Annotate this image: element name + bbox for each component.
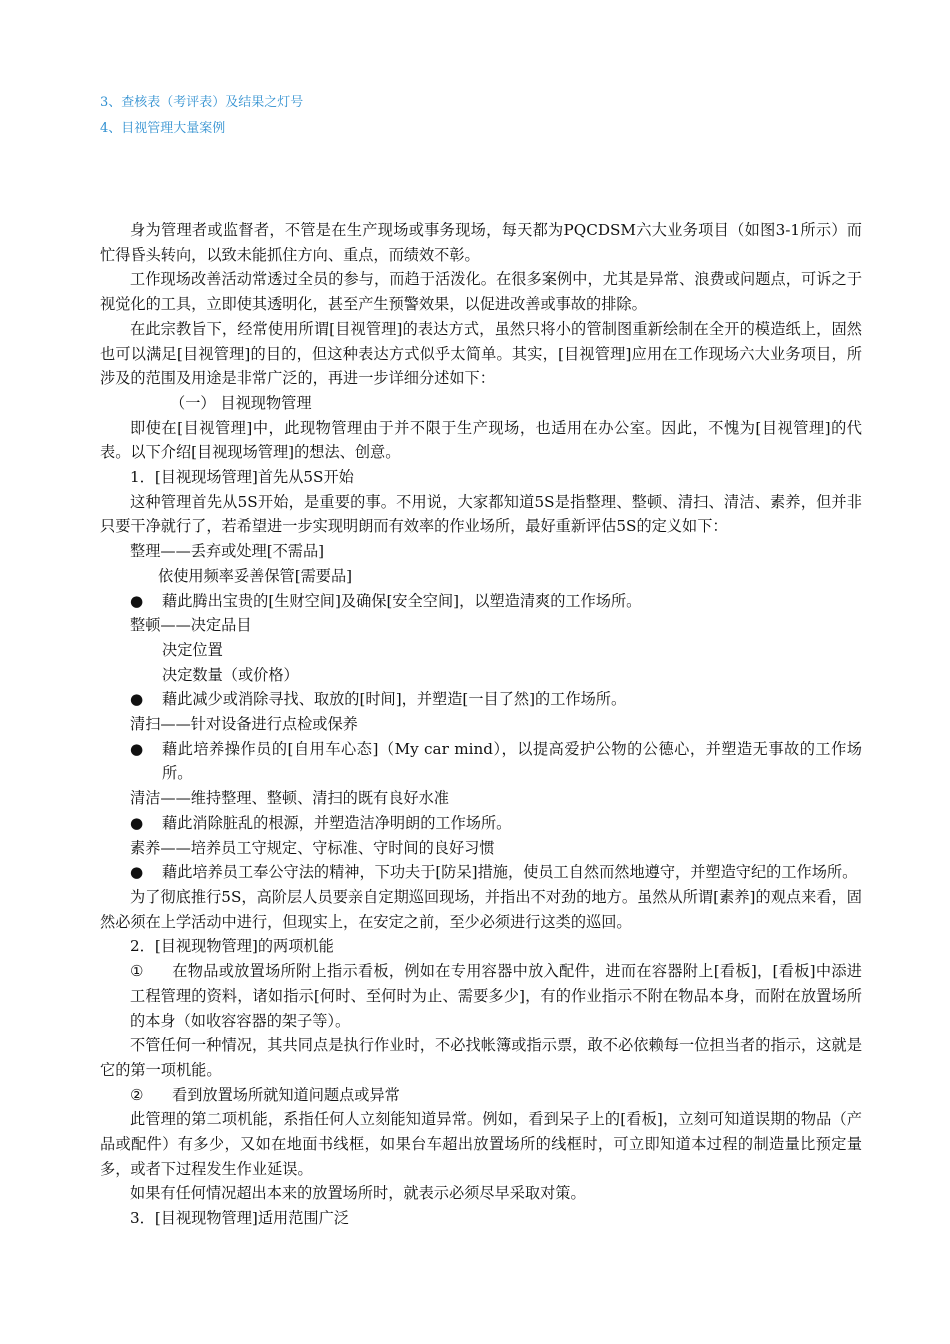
bullet-item — [100, 860, 862, 885]
definition-line: 整顿——决定品目 — [130, 616, 252, 635]
toc-item-3[interactable]: 3、查核表（考评表）及结果之灯号 — [100, 95, 304, 110]
definition-line: 决定数量（或价格） — [162, 665, 299, 684]
bullet-text: 藉此腾出宝贵的[生财空间]及确保[安全空间]，以塑造清爽的工作场所。 — [162, 591, 642, 610]
bullet-icon: ● — [130, 863, 144, 882]
document-body — [100, 218, 862, 1231]
section-heading: （一） 目视现物管理 — [170, 393, 312, 412]
numbered-item-text: 看到放置场所就知道问题点或异常 — [172, 1085, 400, 1104]
bullet-icon: ● — [130, 591, 144, 610]
bullet-item — [100, 687, 862, 712]
definition-line: 依使用频率妥善保管[需要品] — [158, 566, 353, 585]
bullet-item — [100, 811, 862, 836]
paragraph: 在此宗教旨下，经常使用所谓[目视管理]的表达方式，虽然只将小的管制图重新绘制在全开的模造纸上，固然也可以满足[目视管理]的目的，但这种表达方式似乎太简单。其实，[目视管理]应用在工作现场六大业务项目，所涉及的范围及用途是非常广泛的，再进一步详细分述如下： — [100, 319, 862, 388]
bullet-text: 藉此减少或消除寻找、取放的[时间]，并塑造[一目了然]的工作场所。 — [162, 690, 627, 709]
bullet-item — [100, 737, 862, 786]
paragraph: 这种管理首先从5S开始，是重要的事。不用说，大家都知道5S是指整理、整顿、清扫、清洁、素养，但并非只要干净就行了，若希望进一步实现明朗而有效率的作业场所，最好重新评估5S的定义如下： — [100, 492, 862, 536]
bullet-text: 藉此培养操作员的[自用车心态]（My car mind），以提高爱护公物的公德心，并塑造无事故的工作场所。 — [162, 739, 862, 783]
numbered-item — [100, 959, 862, 1033]
subsection-heading: 3．[目视现物管理]适用范围广泛 — [130, 1209, 349, 1228]
definition-line: 清扫——针对设备进行点检或保养 — [130, 715, 358, 734]
subsection-heading: 1．[目视现场管理]首先从5S开始 — [130, 468, 354, 487]
paragraph: 工作现场改善活动常透过全员的参与，而趋于活泼化。在很多案例中，尤其是异常、浪费或问题点，可诉之于视觉化的工具，立即使其透明化，甚至产生预警效果，以促进改善或事故的排除。 — [100, 270, 862, 314]
definition-line: 清洁——维持整理、整顿、清扫的既有良好水准 — [130, 789, 449, 808]
paragraph: 身为管理者或监督者，不管是在生产现场或事务现场，每天都为PQCDSM六大业务项目（如图3-1所示）而忙得昏头转向，以致未能抓住方向、重点，而绩效不彰。 — [100, 221, 862, 264]
numbered-item-text: 在物品或放置场所附上指示看板，例如在专用容器中放入配件，进而在容器附上[看板]，[看板]中添进工程管理的资料，诸如指示[何时、至何时为止、需要多少]，有的作业指示不附在物品本身，而附在放置场所的本身（如收容容器的架子等）。 — [130, 962, 862, 1030]
circled-number: ① — [130, 962, 144, 981]
paragraph: 此管理的第二项机能，系指任何人立刻能知道异常。例如，看到呆子上的[看板]，立刻可知道误期的物品（产品或配件）有多少，又如在地面书线框，如果台车超出放置场所的线框时，可立即知道本过程的制造量比预定量多，或者下过程发生作业延误。 — [100, 1110, 862, 1178]
bullet-icon: ● — [130, 739, 144, 758]
bullet-text: 藉此培养员工奉公守法的精神，下功夫于[防呆]措施，使员工自然而然地遵守，并塑造守纪的工作场所。 — [162, 863, 858, 882]
paragraph: 为了彻底推行5S，高阶层人员要亲自定期巡回现场，并指出不对劲的地方。虽然从所谓[素养]的观点来看，固然必须在上学活动中进行，但现实上，在安定之前，至少必须进行这类的巡回。 — [100, 887, 862, 931]
numbered-item — [100, 1083, 862, 1108]
definition-line: 决定位置 — [162, 640, 223, 659]
bullet-icon: ● — [130, 813, 144, 832]
paragraph: 即使在[目视管理]中，此现物管理由于并不限于生产现场，也适用在办公室。因此，不愧为[目视管理]的代表。以下介绍[目视现场管理]的想法、创意。 — [100, 418, 862, 462]
paragraph: 不管任何一种情况，其共同点是执行作业时，不必找帐簿或指示票，敢不必依赖每一位担当者的指示，这就是它的第一项机能。 — [100, 1036, 862, 1079]
definition-line: 整理——丢弃或处理[不需品] — [130, 542, 325, 561]
circled-number: ② — [130, 1085, 144, 1104]
bullet-text: 藉此消除脏乱的根源，并塑造洁净明朗的工作场所。 — [162, 813, 512, 832]
toc-item-4[interactable]: 4、目视管理大量案例 — [100, 121, 226, 136]
bullet-icon: ● — [130, 690, 144, 709]
paragraph: 如果有任何情况超出本来的放置场所时，就表示必须尽早采取对策。 — [130, 1184, 586, 1203]
definition-line: 素养——培养员工守规定、守标准、守时间的良好习惯 — [130, 838, 495, 857]
bullet-item — [100, 589, 862, 614]
subsection-heading: 2．[目视现物管理]的两项机能 — [130, 937, 334, 956]
